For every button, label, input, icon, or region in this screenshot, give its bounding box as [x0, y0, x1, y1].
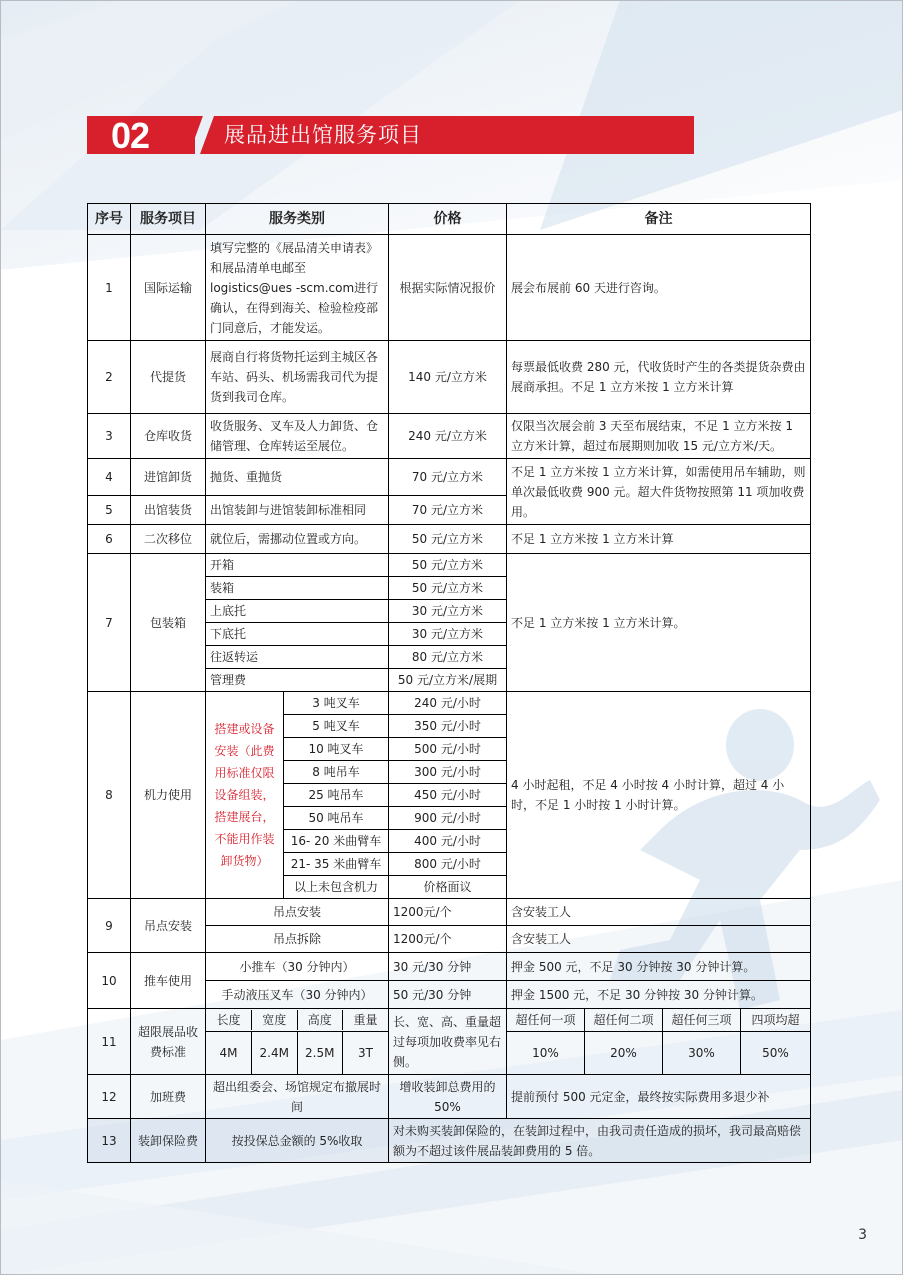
rate-label: 超任何一项 [507, 1009, 585, 1032]
cell-seq: 12 [88, 1075, 131, 1119]
rate-value: 50% [741, 1032, 811, 1075]
header-category: 服务类别 [206, 204, 389, 235]
cell-price: 50 元/30 分钟 [389, 981, 507, 1009]
cell-seq: 13 [88, 1119, 131, 1163]
cell-category: 填写完整的《展品清关申请表》和展品清单电邮至logistics@ues -scm.com进行确认，在得到海关、检验检疫部门同意后，才能发运。 [206, 235, 389, 341]
cell-price: 240 元/立方米 [389, 414, 507, 459]
cell-price: 900 元/小时 [389, 807, 507, 830]
dimension-labels [206, 1010, 388, 1030]
cell-seq: 2 [88, 341, 131, 414]
cell-category: 16- 20 米曲臂车 [284, 830, 389, 853]
cell-item: 进馆卸货 [131, 459, 206, 496]
rate-label: 超任何二项 [585, 1009, 663, 1032]
dim-value: 3T [358, 1046, 373, 1060]
cell-item: 推车使用 [131, 953, 206, 1009]
cell-item: 超限展品收费标准 [131, 1009, 206, 1075]
cell-category: 小推车（30 分钟内） [206, 953, 389, 981]
cell-note: 不足 1 立方米按 1 立方米计算 [507, 525, 811, 554]
cell-price: 800 元/小时 [389, 853, 507, 876]
rate-value: 20% [585, 1032, 663, 1075]
dim-label: 宽度 [252, 1010, 298, 1030]
table-row [88, 414, 811, 459]
cell-item: 代提货 [131, 341, 206, 414]
cell-price: 30 元/立方米 [389, 600, 507, 623]
cell-seq: 7 [88, 554, 131, 692]
cell-note: 押金 500 元，不足 30 分钟按 30 分钟计算。 [507, 953, 811, 981]
cell-seq: 10 [88, 953, 131, 1009]
cell-category: 开箱 [206, 554, 389, 577]
cell-item: 吊点安装 [131, 899, 206, 953]
dim-value: 2.4M [252, 1032, 298, 1074]
cell-seq: 11 [88, 1009, 131, 1075]
cell-price: 70 元/立方米 [389, 459, 507, 496]
table-row [88, 1075, 811, 1119]
cell-price: 30 元/立方米 [389, 623, 507, 646]
dim-label: 重量 [353, 1013, 378, 1027]
cell-price: 50 元/立方米 [389, 554, 507, 577]
cell-item: 加班费 [131, 1075, 206, 1119]
cell-category: 5 吨叉车 [284, 715, 389, 738]
section-number-box [87, 116, 195, 154]
cell-category: 吊点拆除 [206, 926, 389, 953]
table-row [88, 899, 811, 926]
header-note: 备注 [507, 204, 811, 235]
cell-price: 350 元/小时 [389, 715, 507, 738]
cell-category: 上底托 [206, 600, 389, 623]
cell-price: 140 元/立方米 [389, 341, 507, 414]
cell-price: 50 元/立方米/展期 [389, 669, 507, 692]
cell-price: 长、宽、高、重量超过每项加收费率见右侧。 [389, 1009, 507, 1075]
cell-price: 300 元/小时 [389, 761, 507, 784]
cell-price: 价格面议 [389, 876, 507, 899]
dim-label: 高度 [297, 1010, 343, 1030]
cell-price: 450 元/小时 [389, 784, 507, 807]
cell-price: 增收装卸总费用的 50% [389, 1075, 507, 1119]
cell-price: 1200元/个 [389, 899, 507, 926]
cell-note: 每票最低收费 280 元，代收货时产生的各类提货杂费由展商承担。不足 1 立方米按 1 立方米计算 [507, 341, 811, 414]
table-row [88, 235, 811, 341]
cell-category: 吊点安装 [206, 899, 389, 926]
section-header [87, 116, 694, 154]
cell-item: 二次移位 [131, 525, 206, 554]
cell-category: 以上未包含机力 [284, 876, 389, 899]
cell-note: 对未购买装卸保险的，在装卸过程中，由我司责任造成的损坏，我司最高赔偿额为不超过该件展品装卸费用的 5 倍。 [389, 1119, 811, 1163]
cell-category: 下底托 [206, 623, 389, 646]
table-row [88, 1009, 811, 1032]
cell-dimensions [206, 1009, 389, 1032]
dim-value: 2.5M [297, 1032, 343, 1074]
table-row [88, 953, 811, 981]
cell-category: 抛货、重抛货 [206, 459, 389, 496]
cell-item: 包装箱 [131, 554, 206, 692]
cell-category: 按投保总金额的 5%收取 [206, 1119, 389, 1163]
section-title: 展品进出馆服务项目 [224, 123, 422, 147]
cell-category: 手动液压叉车（30 分钟内） [206, 981, 389, 1009]
cell-category: 出馆装卸与进馆装卸标准相同 [206, 496, 389, 525]
cell-price: 240 元/小时 [389, 692, 507, 715]
dim-label: 长度 [206, 1010, 252, 1030]
cell-note: 含安装工人 [507, 926, 811, 953]
cell-price: 70 元/立方米 [389, 496, 507, 525]
cell-price: 400 元/小时 [389, 830, 507, 853]
cell-note: 不足 1 立方米按 1 立方米计算，如需使用吊车辅助，则单次最低收费 900 元。超大件货物按照第 11 项加收费用。 [507, 459, 811, 525]
cell-note: 展会布展前 60 天进行咨询。 [507, 235, 811, 341]
cell-category: 超出组委会、场馆规定布撤展时间 [206, 1075, 389, 1119]
cell-seq: 1 [88, 235, 131, 341]
cell-category: 装箱 [206, 577, 389, 600]
cell-note: 仅限当次展会前 3 天至布展结束，不足 1 立方米按 1 立方米计算，超过布展期则加收 15 元/立方米/天。 [507, 414, 811, 459]
rate-label: 四项均超 [741, 1009, 811, 1032]
cell-category: 往返转运 [206, 646, 389, 669]
table-row [88, 525, 811, 554]
cell-category: 管理费 [206, 669, 389, 692]
cell-price: 30 元/30 分钟 [389, 953, 507, 981]
section-number: 02 [111, 115, 150, 156]
rate-label: 超任何三项 [663, 1009, 741, 1032]
rate-value: 30% [663, 1032, 741, 1075]
cell-note: 押金 1500 元，不足 30 分钟按 30 分钟计算。 [507, 981, 811, 1009]
cell-category: 25 吨吊车 [284, 784, 389, 807]
cell-dimension-values [206, 1032, 389, 1075]
table-row [88, 554, 811, 577]
cell-category: 收货服务、叉车及人力卸货、仓储管理、仓库转运至展位。 [206, 414, 389, 459]
cell-note: 含安装工人 [507, 899, 811, 926]
cell-category: 8 吨吊车 [284, 761, 389, 784]
header-item: 服务项目 [131, 204, 206, 235]
cell-seq: 3 [88, 414, 131, 459]
cell-category: 50 吨吊车 [284, 807, 389, 830]
cell-note: 提前预付 500 元定金，最终按实际费用多退少补 [507, 1075, 811, 1119]
cell-price: 50 元/立方米 [389, 525, 507, 554]
table-row [88, 1119, 811, 1163]
table-row [88, 459, 811, 496]
cell-item: 机力使用 [131, 692, 206, 899]
table-row [88, 341, 811, 414]
header-price: 价格 [389, 204, 507, 235]
header-seq: 序号 [88, 204, 131, 235]
cell-category: 就位后，需挪动位置或方向。 [206, 525, 389, 554]
cell-seq: 4 [88, 459, 131, 496]
cell-seq: 6 [88, 525, 131, 554]
cell-item: 装卸保险费 [131, 1119, 206, 1163]
cell-category: 3 吨叉车 [284, 692, 389, 715]
dim-value: 4M [206, 1032, 252, 1074]
cell-note: 不足 1 立方米按 1 立方米计算。 [507, 554, 811, 692]
cell-note: 4 小时起租，不足 4 小时按 4 小时计算，超过 4 小时，不足 1 小时按 1 小时计算。 [507, 692, 811, 899]
cell-price: 500 元/小时 [389, 738, 507, 761]
table-row [88, 692, 811, 715]
cell-item: 出馆装货 [131, 496, 206, 525]
cell-category: 10 吨叉车 [284, 738, 389, 761]
cell-category: 展商自行将货物托运到主城区各车站、码头、机场需我司代为提货到我司仓库。 [206, 341, 389, 414]
service-table [87, 203, 811, 1163]
cell-category: 21- 35 米曲臂车 [284, 853, 389, 876]
cell-price: 50 元/立方米 [389, 577, 507, 600]
table-header-row [88, 204, 811, 235]
cell-price: 根据实际情况报价 [389, 235, 507, 341]
cell-price: 1200元/个 [389, 926, 507, 953]
cell-red-note: 搭建或设备安装（此费用标准仅限设备组装，搭建展台，不能用作装卸货物） [206, 692, 284, 899]
rate-value: 10% [507, 1032, 585, 1075]
page-number: 3 [858, 1227, 867, 1243]
cell-item: 仓库收货 [131, 414, 206, 459]
cell-seq: 9 [88, 899, 131, 953]
dimension-values [206, 1032, 388, 1074]
cell-seq: 5 [88, 496, 131, 525]
cell-price: 80 元/立方米 [389, 646, 507, 669]
cell-seq: 8 [88, 692, 131, 899]
cell-item: 国际运输 [131, 235, 206, 341]
